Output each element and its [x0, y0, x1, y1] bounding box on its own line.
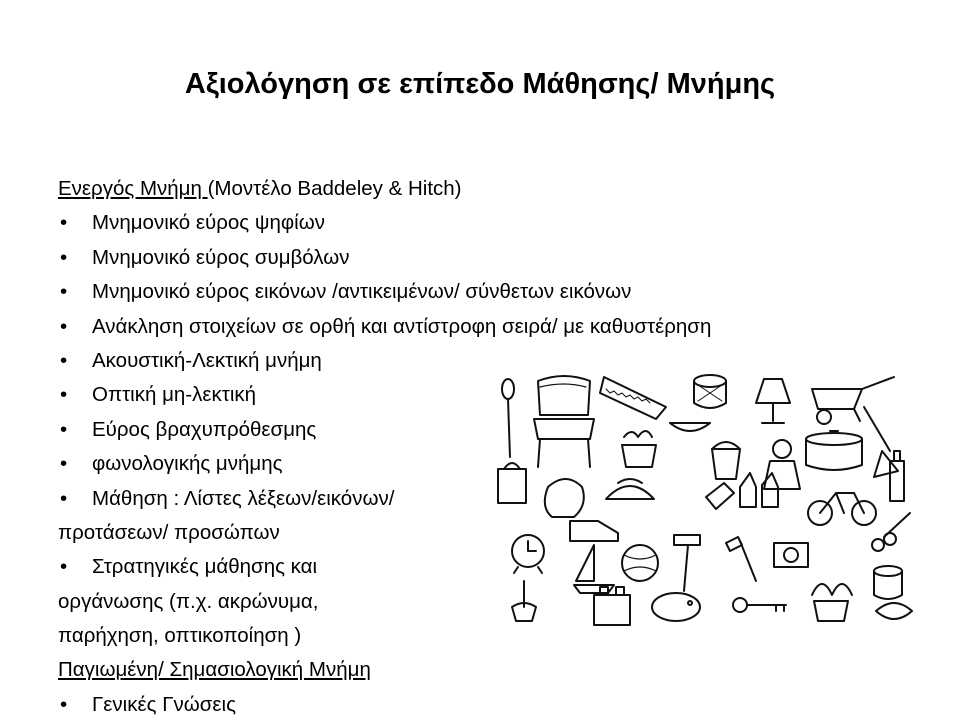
bullet: •	[60, 417, 68, 441]
list-item-continuation: παρήχηση, οπτικοποίηση )	[58, 624, 302, 648]
list-item-continuation: προτάσεων/ προσώπων	[58, 520, 280, 544]
list-item	[58, 275, 918, 309]
list-item-text: Γενικές Γνώσεις	[92, 692, 236, 716]
flower-pot-drawing	[622, 431, 656, 467]
hammer-drawing	[674, 535, 700, 591]
working-memory-model: (Μοντέλο Baddeley & Hitch)	[207, 177, 462, 200]
plant-drawing	[812, 584, 852, 621]
ball-drawing	[622, 545, 658, 581]
objects-illustration	[494, 367, 918, 643]
baseball-glove-drawing	[545, 479, 584, 517]
bowl-drawing	[670, 423, 710, 431]
bullet: •	[60, 314, 68, 338]
sailboat-drawing	[574, 545, 614, 593]
semantic-memory-heading: Παγιωμένη/ Σημασιολογική Μνήμη	[58, 658, 371, 682]
list-item	[58, 206, 918, 240]
list-item-continuation: οργάνωσης (π.χ. ακρώνυμα,	[58, 589, 319, 613]
bullet: •	[60, 211, 68, 235]
piggy-bank-drawing	[652, 593, 700, 621]
list-item-text: Ανάκληση στοιχείων σε ορθή και αντίστροφη σειρά/ με καθυστέρηση	[92, 314, 712, 338]
toaster-drawing	[594, 587, 630, 625]
list-item	[58, 241, 918, 275]
semantic-memory-heading-line	[58, 653, 918, 687]
bucket-drawing	[712, 442, 740, 479]
bullet: •	[60, 383, 68, 407]
chair-drawing	[534, 376, 594, 467]
wheelbarrow-drawing	[812, 377, 894, 424]
list-item-text: Ακουστική-Λεκτική μνήμη	[92, 348, 322, 372]
baby-bottle-drawing	[706, 483, 734, 509]
scissors-drawing	[872, 513, 910, 551]
bullet: •	[60, 692, 68, 716]
working-memory-heading: Ενεργός Μνήμη	[58, 177, 208, 200]
list-item-text: Εύρος βραχυπρόθεσμης	[92, 417, 317, 441]
drum-drawing	[694, 375, 726, 408]
list-item-text: Μνημονικό εύρος συμβόλων	[92, 245, 350, 269]
camera-drawing	[774, 543, 808, 567]
iron-drawing	[606, 479, 654, 499]
doll-drawing	[764, 440, 800, 489]
bullet: •	[60, 348, 68, 372]
bullet: •	[60, 555, 68, 579]
candlestick-drawing	[512, 581, 536, 621]
list-item-text: Οπτική μη-λεκτική	[92, 383, 257, 407]
list-item-text: Μνημονικό εύρος εικόνων /αντικειμένων/ σύνθετων εικόνων	[92, 280, 632, 304]
list-item-text: Μνημονικό εύρος ψηφίων	[92, 211, 325, 235]
saw-drawing	[600, 377, 666, 419]
bullet: •	[60, 486, 68, 510]
bullet: •	[60, 280, 68, 304]
clock-drawing	[512, 535, 544, 573]
key-drawing	[733, 598, 786, 612]
list-item	[58, 310, 918, 344]
broom-drawing	[864, 407, 898, 477]
list-item	[58, 688, 918, 722]
working-memory-heading-line	[58, 172, 918, 206]
list-item-text: Στρατηγικές μάθησης και	[92, 555, 318, 579]
bicycle-drawing	[808, 493, 876, 525]
football-drawing	[876, 603, 912, 619]
pot-drawing	[806, 431, 862, 470]
spoon-drawing	[502, 379, 514, 457]
bottle-drawing	[890, 451, 904, 501]
bag-drawing	[498, 463, 526, 503]
bullet: •	[60, 245, 68, 269]
shoe-drawing	[570, 521, 618, 541]
screwdriver-drawing	[726, 537, 756, 581]
slide-title: Αξιολόγηση σε επίπεδο Μάθησης/ Μνήμης	[184, 68, 776, 100]
list-item-text: φωνολογικής μνήμης	[92, 452, 283, 476]
bullet: •	[60, 452, 68, 476]
paint-can-drawing	[874, 566, 902, 599]
lamp-drawing	[756, 379, 790, 423]
list-item-text: Μάθηση : Λίστες λέξεων/εικόνων/	[92, 486, 395, 510]
